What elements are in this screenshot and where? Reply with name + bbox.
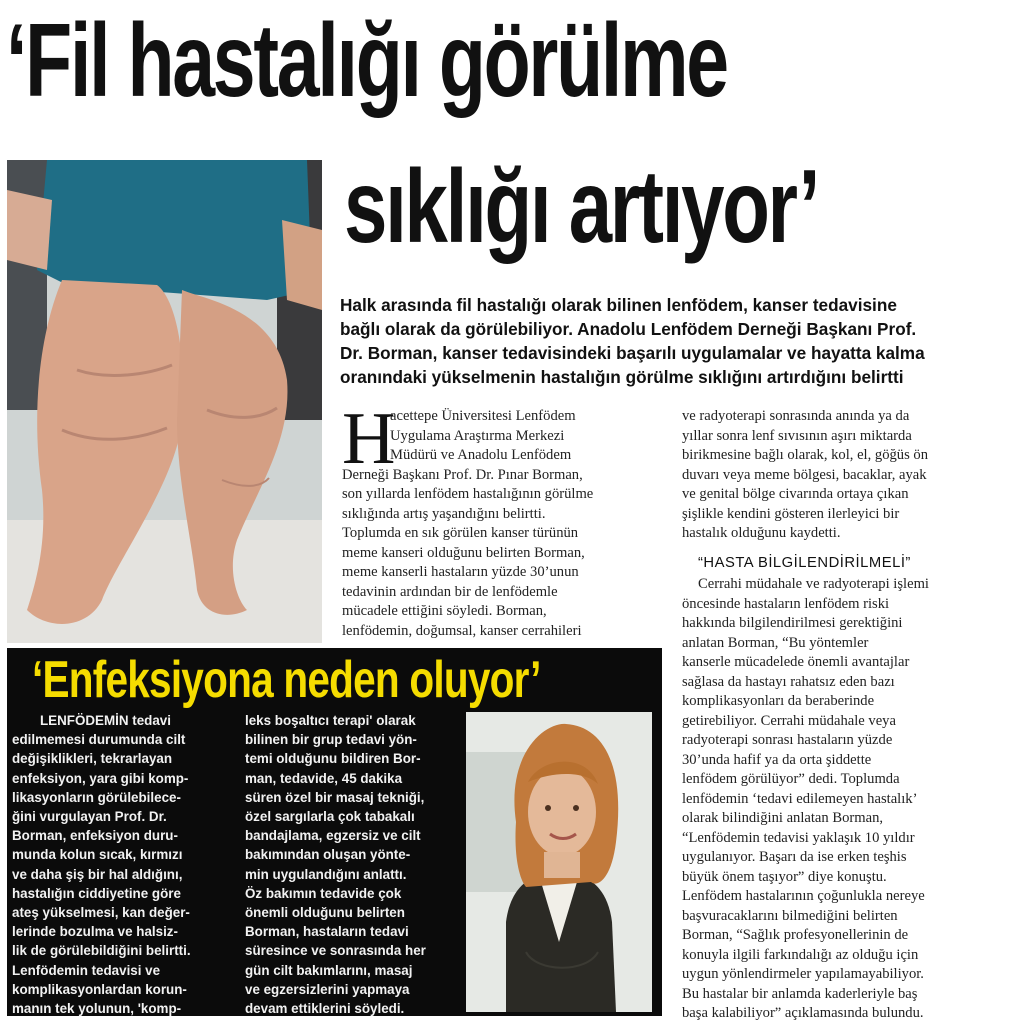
body-line: hakkında bilgilendirilmesi gerektiğini <box>682 615 903 631</box>
drop-cap: H <box>342 398 396 480</box>
box-line: ve daha şiş bir hal aldığını, <box>12 866 183 882</box>
box-line: leks boşaltıcı terapi' olarak <box>245 713 416 728</box>
box-line: munda kolun sıcak, kırmızı <box>12 847 183 863</box>
body-line: Borman, “Sağlık profesyonellerinin de <box>682 927 909 943</box>
body-line: öncesinde hastaların lenfödem riski <box>682 595 890 612</box>
legs-photo <box>7 160 322 643</box>
body-line: duvarı veya meme bölgesi, bacaklar, ayak <box>682 466 927 483</box>
body-line: Uygulama Araştırma Merkezi <box>390 427 565 444</box>
box-line: Öz bakımın tedavide çok <box>245 885 402 901</box>
box-line: Borman, hastaların tedavi <box>245 924 409 940</box>
box-line: süresince ve sonrasında her <box>245 943 426 959</box>
box-line: Borman, enfeksiyon duru- <box>12 828 178 844</box>
body-line: şişlikle kendini gösteren ilerleyici bir <box>682 505 900 522</box>
article-column-1 <box>342 398 662 641</box>
box-line: önemli olduğunu belirten <box>245 905 405 921</box>
body-line: sağlasa da hastayı rahatsız eden bazı <box>682 673 895 690</box>
article-column-2 <box>682 407 1002 544</box>
box-line: ğini vurgulayan Prof. Dr. <box>12 809 167 825</box>
box-title: ‘Enfeksiyona neden oluyor’ <box>32 651 541 709</box>
body-line: Müdürü ve Anadolu Lenfödem <box>390 447 572 463</box>
lead-line: Halk arasında fil hastalığı olarak bilinen lenfödem, kanser tedavisine <box>340 295 897 315</box>
body-line: uygulanıyor. Başarı da ise erken teşhis <box>682 849 907 865</box>
box-line: man, tedavide, 45 dakika <box>245 770 403 786</box>
box-line: likasyonların görülebilece- <box>12 789 181 805</box>
box-line: bakımından oluşan yönte- <box>245 847 411 863</box>
box-line: temi olduğunu bildiren Bor- <box>245 751 421 767</box>
body-line: Bu hastalar bir anlamda kaderleriyle baş <box>682 985 918 1002</box>
portrait-photo <box>466 712 652 1012</box>
body-line: uygun yönlendirmeler yapılamayabiliyor. <box>682 966 924 982</box>
lead-line: Dr. Borman, kanser tedavisindeki başarılı uygulamalar ve hayatta kalma <box>340 343 925 363</box>
box-column-1 <box>12 711 230 1018</box>
box-line: gün cilt bakımlarını, masaj <box>245 962 413 978</box>
box-line: ve egzersizlerini yapmaya <box>245 981 410 997</box>
article-column-3 <box>682 553 1002 1024</box>
box-line: edilmemesi durumunda cilt <box>12 732 186 748</box>
box-line: ateş yükselmesi, kan değer- <box>12 905 190 921</box>
body-line: başvuracaklarını bilmediğini belirten <box>682 907 898 924</box>
body-line: kanserle mücadelede önemli avantajlar <box>682 654 910 670</box>
lymphedema-legs-image <box>7 160 322 643</box>
box-line: enfeksiyon, yara gibi komp- <box>12 770 189 786</box>
box-line: komplikasyonlardan korun- <box>12 981 187 997</box>
headline-line-2: sıklığı artıyor’ <box>344 149 819 265</box>
body-line: olarak bilindiğini anlatan Borman, <box>682 810 884 826</box>
body-line: konuyla ilgili farkındalığı az olduğu için <box>682 946 919 963</box>
box-line: LENFÖDEMİN tedavi <box>40 713 171 728</box>
box-line: devam ettiklerini söyledi. <box>245 1001 405 1017</box>
section-subhead: “HASTA BİLGİLENDİRİLMELİ” <box>698 555 911 571</box>
box-line: bilinen bir grup tedavi yön- <box>245 732 417 748</box>
box-column-2 <box>245 711 459 1018</box>
box-line: lik de görülebildiğini belirtti. <box>12 943 191 959</box>
lead-line: oranındaki yükselmenin hastalığın görülme sıklığını artırdığını belirtti <box>340 367 904 387</box>
body-line: mücadele ettiğini söyledi. Borman, <box>342 603 547 619</box>
body-line: ve genital bölge civarında ortaya çıkan <box>682 486 909 502</box>
body-line: komplikasyonları da beraberinde <box>682 693 875 709</box>
box-line: hastalığın ciddiyetine göre <box>12 885 181 901</box>
body-line: yıllar sonra lenf sıvısının aşırı miktarda <box>682 427 912 444</box>
body-line: anlatan Borman, “Bu yöntemler <box>682 634 869 651</box>
lead-line: bağlı olarak da görülebiliyor. Anadolu Lenfödem Derneği Başkanı Prof. <box>340 319 917 339</box>
doctor-portrait-image <box>466 712 652 1012</box>
box-line: lerinde bozulma ve halsiz- <box>12 924 178 940</box>
body-line: ve radyoterapi sonrasında anında ya da <box>682 408 910 424</box>
body-line: lenfödem görülüyor” dedi. Toplumda <box>682 771 900 787</box>
box-line: süren özel bir masaj tekniği, <box>245 789 425 805</box>
body-line: Lenfödem hastalarının çoğunlukla nereye <box>682 888 925 904</box>
body-line: Toplumda en sık görülen kanser türünün <box>342 525 579 541</box>
box-line: özel sargılarla çok tabakalı <box>245 809 415 825</box>
body-line: radyoterapi sonrası hastaların yüzde <box>682 732 893 748</box>
body-line: son yıllarda lenfödem hastalığının görülme <box>342 486 594 502</box>
box-line: değişiklikleri, tekrarlayan <box>12 751 173 767</box>
box-line: Lenfödemin tedavisi ve <box>12 962 161 978</box>
body-line: büyük önem taşıyor” diye konuştu. <box>682 868 887 885</box>
body-line: Derneği Başkanı Prof. Dr. Pınar Borman, <box>342 466 583 483</box>
body-line: başa kalabiliyor” açıklamasında bulundu. <box>682 1005 924 1021</box>
body-line: tedavinin ardından bir de lenfödemle <box>342 583 558 600</box>
body-line: hastalık olduğunu kaydetti. <box>682 525 841 541</box>
box-line: manın tek yolunun, 'komp- <box>12 1001 182 1017</box>
body-line: birikmesine bağlı olarak, kol, el, göğüs ön <box>682 447 929 463</box>
body-line: getirebiliyor. Cerrahi müdahale veya <box>682 712 896 729</box>
body-line: acettepe Üniversitesi Lenfödem <box>390 408 576 424</box>
box-line: min uygulandığını anlattı. <box>245 866 407 882</box>
body-line: sıklığında artış yaşandığını belirtti. <box>342 505 546 522</box>
body-line: lenfödemin ‘tedavi edilemeyen hastalık’ <box>682 790 918 807</box>
body-line: Cerrahi müdahale ve radyoterapi işlemi <box>698 576 929 592</box>
box-line: bandajlama, egzersiz ve cilt <box>245 828 421 844</box>
body-line: lenfödemin, doğumsal, kanser cerrahileri <box>342 622 582 639</box>
body-line: “Lenfödemin tedavisi yaklaşık 10 yıldır <box>682 829 915 846</box>
body-line: 30’unda hafif ya da orta şiddette <box>682 751 872 768</box>
body-line: meme kanseri olduğunu belirten Borman, <box>342 544 585 561</box>
headline-line-1: ‘Fil hastalığı görülme <box>6 3 727 119</box>
body-line: meme kanserli hastaların yüzde 30’unun <box>342 564 579 580</box>
article-lead <box>340 293 995 389</box>
